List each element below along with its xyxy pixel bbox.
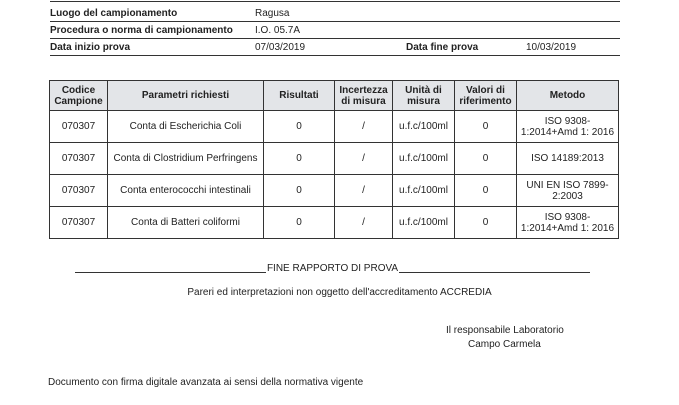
table-row	[50, 175, 619, 207]
cell-risultato: 0	[264, 175, 335, 207]
header-incertezza: Incertezza di misura	[335, 81, 393, 111]
cell-unita: u.f.c/100ml	[393, 207, 455, 239]
cell-valore: 0	[455, 111, 517, 143]
cell-metodo: ISO 9308-1:2014+Amd 1: 2016	[517, 207, 619, 239]
luogo-value: Ragusa	[255, 7, 290, 19]
results-table	[49, 80, 619, 239]
cell-parametro: Conta enterococchi intestinali	[108, 175, 264, 207]
cell-incertezza: /	[335, 143, 393, 175]
signer-name: Campo Carmela	[468, 339, 541, 350]
header-unita: Unità di misura	[393, 81, 455, 111]
table-row	[50, 207, 619, 239]
inizio-value: 07/03/2019	[255, 41, 306, 53]
cell-incertezza: /	[335, 175, 393, 207]
cell-metodo: UNI EN ISO 7899-2:2003	[517, 175, 619, 207]
cell-codice: 070307	[50, 143, 108, 175]
info-row-date	[50, 39, 620, 56]
cell-valore: 0	[455, 207, 517, 239]
cell-incertezza: /	[335, 207, 393, 239]
table-header-row	[50, 81, 619, 111]
fine-label: Data fine prova	[406, 41, 479, 53]
info-row-procedura	[50, 22, 620, 39]
cell-valore: 0	[455, 143, 517, 175]
table-row	[50, 143, 619, 175]
luogo-label: Luogo del campionamento	[50, 7, 178, 19]
accreditation-note: Pareri ed interpretazioni non oggetto dell'accreditamento ACCREDIA	[187, 287, 492, 298]
procedura-label: Procedura o norma di campionamento	[50, 24, 233, 36]
cell-risultato: 0	[264, 207, 335, 239]
header-parametri: Parametri richiesti	[108, 81, 264, 111]
top-divider	[50, 1, 620, 2]
digital-signature-note: Documento con firma digitale avanzata ai sensi della normativa vigente	[48, 377, 364, 388]
cell-codice: 070307	[50, 175, 108, 207]
header-metodo: Metodo	[517, 81, 619, 111]
cell-risultato: 0	[264, 143, 335, 175]
end-of-report	[75, 263, 590, 274]
info-row-luogo	[50, 5, 620, 22]
header-valori: Valori di riferimento	[455, 81, 517, 111]
table-row	[50, 111, 619, 143]
header-risultati: Risultati	[264, 81, 335, 111]
cell-metodo: ISO 14189:2013	[517, 143, 619, 175]
cell-codice: 070307	[50, 207, 108, 239]
end-line-right	[399, 272, 590, 273]
cell-incertezza: /	[335, 111, 393, 143]
end-of-report-text: FINE RAPPORTO DI PROVA	[266, 263, 399, 274]
cell-valore: 0	[455, 175, 517, 207]
header-codice: Codice Campione	[50, 81, 108, 111]
cell-unita: u.f.c/100ml	[393, 143, 455, 175]
cell-parametro: Conta di Batteri coliformi	[108, 207, 264, 239]
cell-metodo: ISO 9308-1:2014+Amd 1: 2016	[517, 111, 619, 143]
procedura-value: I.O. 05.7A	[255, 24, 301, 36]
cell-parametro: Conta di Escherichia Coli	[108, 111, 264, 143]
cell-risultato: 0	[264, 111, 335, 143]
cell-unita: u.f.c/100ml	[393, 175, 455, 207]
cell-unita: u.f.c/100ml	[393, 111, 455, 143]
fine-value: 10/03/2019	[526, 41, 577, 53]
end-line-left	[75, 272, 266, 273]
signer-role: Il responsabile Laboratorio	[446, 325, 564, 336]
cell-parametro: Conta di Clostridium Perfringens	[108, 143, 264, 175]
cell-codice: 070307	[50, 111, 108, 143]
inizio-label: Data inizio prova	[50, 41, 131, 53]
